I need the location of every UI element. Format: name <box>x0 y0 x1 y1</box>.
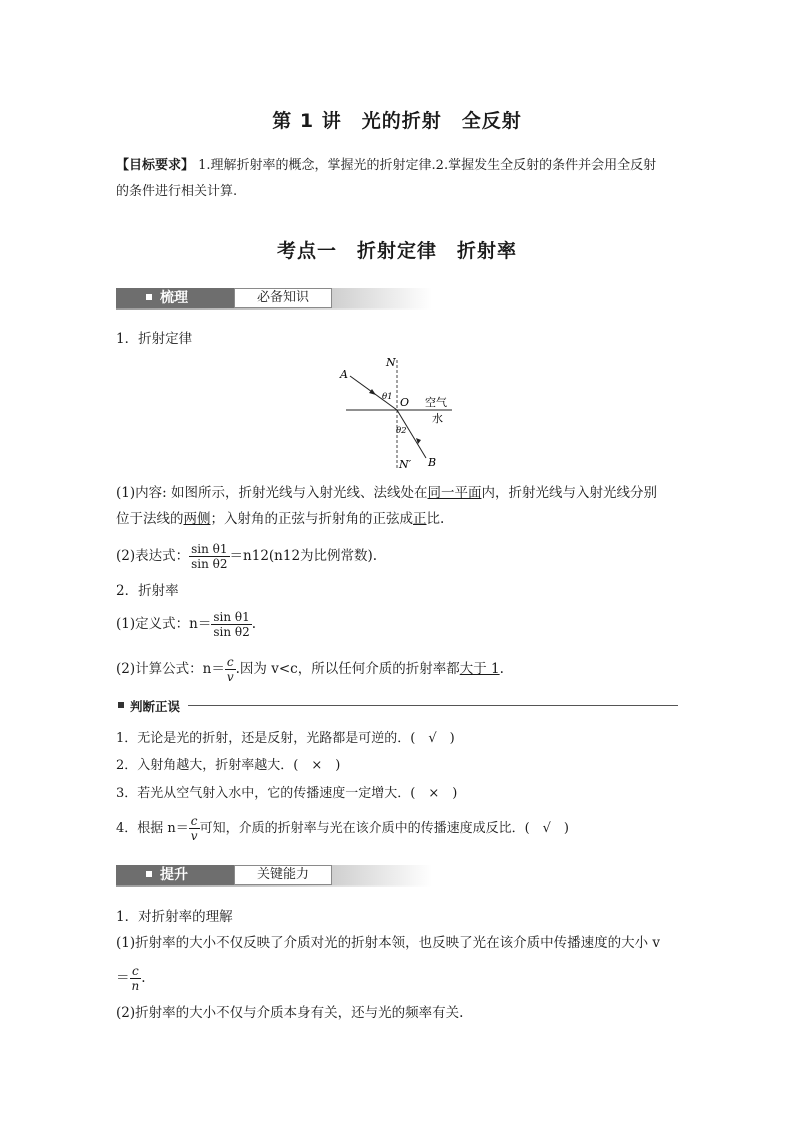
square-icon <box>118 702 124 708</box>
expression-fraction: $\frac{\text{sin θ1}}{\text{sin θ2}}$ <box>191 542 228 571</box>
index-calculation: (2)计算公式：n＝ $\frac{c}{v}$ .因为 v<c，所以任何介质的折射率都大于 1. <box>116 655 504 684</box>
law-heading: 1．折射定律 <box>116 331 193 347</box>
square-icon <box>146 294 152 300</box>
understanding-heading: 1．对折射率的理解 <box>116 909 233 925</box>
p1-fraction: $\frac{c}{n}$ <box>131 964 140 993</box>
section-tab-knowledge: 必备知识 <box>234 288 332 308</box>
label-A: A <box>340 368 348 381</box>
judge-item-1: 1．无论是光的折射，还是反射，光路都是可逆的．( √ ) <box>116 731 455 746</box>
label-N: N <box>386 356 396 369</box>
lecture-title: 第 1 讲 光的折射 全反射 <box>272 110 522 132</box>
label-O: O <box>400 396 410 409</box>
label-B: B <box>428 456 437 469</box>
point-title: 考点一 折射定律 折射率 <box>276 240 517 262</box>
section-bar-improve <box>116 862 432 888</box>
objectives-line-2: 的条件进行相关计算. <box>116 184 238 199</box>
index-heading: 2．折射率 <box>116 583 179 599</box>
underline-greater-than-one: 大于 1 <box>459 661 500 677</box>
judge-item-4: 4．根据 n＝ $\frac{c}{v}$ 可知，介质的折射率与光在该介质中的传播速度成反比．( √ ) <box>116 814 569 843</box>
label-N-prime: N′ <box>399 458 412 471</box>
index-definition: (1)定义式：n＝ $\frac{\text{sin θ1}}{\text{sin θ2}}$ . <box>116 610 257 639</box>
calc-fraction: $\frac{c}{v}$ <box>226 655 234 684</box>
label-air: 空气 <box>425 396 447 409</box>
judge-item-2: 2．入射角越大，折射率越大．( × ) <box>116 758 341 773</box>
item4-fraction: $\frac{c}{v}$ <box>190 814 198 843</box>
judge-header: 判断正误 <box>116 697 678 713</box>
section-bar-review <box>116 285 432 311</box>
understanding-p2: (2)折射率的大小不仅与介质本身有关，还与光的频率有关. <box>116 1005 464 1021</box>
definition-fraction: $\frac{\text{sin θ1}}{\text{sin θ2}}$ <box>213 610 250 639</box>
section-tab-review: 梳理 <box>116 288 234 308</box>
underline-same-plane: 同一平面 <box>427 485 482 501</box>
objectives-text-1: 1.理解折射率的概念，掌握光的折射定律.2.掌握发生全反射的条件并会用全反射 <box>194 158 657 173</box>
objectives-line-1 <box>116 157 656 175</box>
objectives-label: 【目标要求】 <box>116 158 195 173</box>
law-expression: (2)表达式： $\frac{\text{sin θ1}}{\text{sin θ2}}$ ＝n12(n12为比例常数). <box>116 542 378 571</box>
law-content-line-1: (1)内容: 如图所示，折射光线与入射光线、法线处在同一平面内，折射光线与入射光线分别 <box>116 485 657 501</box>
underline-both-sides: 两侧 <box>183 511 211 527</box>
section-tab-improve: 提升 <box>116 865 234 885</box>
underline-direct: 正 <box>413 511 427 527</box>
judge-item-3: 3．若光从空气射入水中，它的传播速度一定增大．( × ) <box>116 786 458 801</box>
label-theta2: θ2 <box>396 426 407 436</box>
section-tab-key-ability: 关键能力 <box>234 865 332 885</box>
square-icon <box>146 871 152 877</box>
understanding-p1-line-2: ＝ $\frac{c}{n}$ . <box>116 964 146 993</box>
refraction-diagram <box>330 352 460 474</box>
label-water: 水 <box>432 412 443 425</box>
understanding-p1-line-1: (1)折射率的大小不仅反映了介质对光的折射本领，也反映了光在该介质中传播速度的大小 v <box>116 935 661 951</box>
law-content-line-2: 位于法线的两侧；入射角的正弦与折射角的正弦成正比. <box>116 511 445 527</box>
label-theta1: θ1 <box>382 392 393 402</box>
